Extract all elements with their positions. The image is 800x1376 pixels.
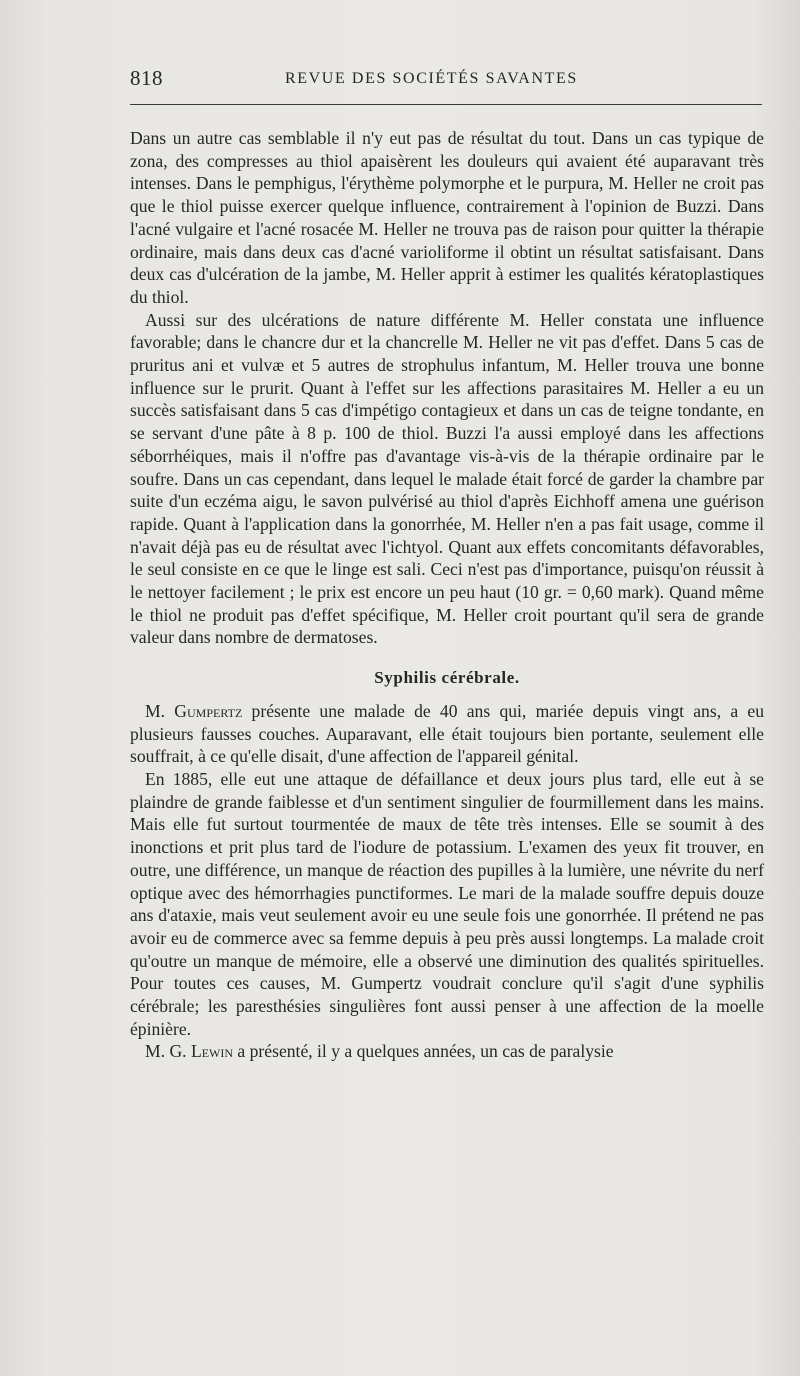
- page-header: [130, 66, 762, 96]
- author-name-gumpertz: Gumpertz: [174, 700, 243, 721]
- section-heading: Syphilis cérébrale.: [374, 668, 520, 688]
- paragraph-gumpertz: [130, 700, 764, 768]
- gumpertz-prefix: M.: [145, 700, 175, 721]
- paragraph-case-history: En 1885, elle eut une attaque de défaillance et deux jours plus tard, elle eut à se plaindre de grande faiblesse et d'un sentiment singulier de fourmillement dans les mains. Mais elle fut surtout tourmentée de maux de tête très intenses. Elle se soumit à des inonctions et prit plus tard de l'iodure de potassium. L'examen des yeux fit trouver, en outre, une différence, un manque de réaction des pupilles à la lumière, une névrite du nerf optique avec des hémorrhagies punctiformes. Le mari de la malade souffre depuis douze ans d'ataxie, mais veut seulement avoir eu une seule fois une gonorrhée. Il prétend ne pas avoir eu de commerce avec sa femme depuis à peu près aussi longtemps. La malade croit qu'outre un manque de mémoire, elle a observé une diminution des qualités spirituelles. Pour toutes ces causes, M. Gumpertz voudrait conclure qu'il s'agit d'une syphilis cérébrale; les paresthésies singulières font aussi penser à une affection de la moelle épinière.: [130, 768, 764, 1039]
- header-rule: [130, 104, 762, 105]
- running-title: REVUE DES SOCIÉTÉS SAVANTES: [285, 70, 578, 87]
- paragraph-heller-1: Dans un autre cas semblable il n'y eut pas de résultat du tout. Dans un cas typique de zona, des compresses au thiol apaisèrent les douleurs qui avaient été auparavant très intenses. Dans le pemphigus, l'érythème polymorphe et le purpura, M. Heller ne croit pas que le thiol puisse exercer quelque influence, contrairement à l'opinion de Buzzi. Dans l'acné vulgaire et l'acné rosacée M. Heller ne trouva pas de raison pour quitter la thérapie ordinaire, mais dans deux cas d'acné varioliforme il obtint un résultat satisfaisant. Dans deux cas d'ulcération de la jambe, M. Heller apprit à estimer les qualités kératoplastiques du thiol.: [130, 128, 764, 307]
- page-number: 818: [130, 66, 163, 90]
- body-text: [130, 127, 764, 1063]
- paragraph-heller-2: Aussi sur des ulcérations de nature différente M. Heller constata une influence favorable; dans le chancre dur et la chancrelle M. Heller ne vit pas d'effet. Dans 5 cas de pruritus ani et vulvæ et 5 autres de strophulus infantum, M. Heller trouva une bonne influence sur le prurit. Quant à l'effet sur les affections parasitaires M. Heller a eu un succès satisfaisant dans 5 cas d'impétigo contagieux et dans un cas de teigne tondante, en se servant d'une pâte à 8 p. 100 de thiol. Buzzi l'a aussi employé dans les affections séborrhéiques, mais il n'offre pas d'avantage vis-à-vis de la thérapie ordinaire par le soufre. Dans un cas cependant, dans lequel le malade était forcé de garder la chambre par suite d'un eczéma aigu, le savon pulvérisé au thiol d'après Eichhoff amena une guérison rapide. Quant à l'application dans la gonorrhée, M. Heller n'en a pas fait usage, comme il n'avait déjà pas eu de résultat avec l'ichtyol. Quant aux effets concomitants défavorables, le seul consiste en ce que le linge est sali. Ceci n'est pas d'importance, puisqu'on réussit à le nettoyer facilement ; le prix est encore un peu haut (10 gr. = 0,60 mark). Quand même le thiol ne produit pas d'effet spécifique, M. Heller croit pourtant qu'il sera de grande valeur dans nombre de dermatoses.: [130, 309, 764, 648]
- lewin-text: a présenté, il y a quelques années, un cas de paralysie: [233, 1041, 614, 1062]
- paragraph-lewin: [130, 1040, 764, 1063]
- lewin-prefix: M. G.: [145, 1041, 191, 1062]
- gumpertz-text: présente une malade de 40 ans qui, mariée depuis vingt ans, a eu plusieurs fausses couches. Auparavant, elle était toujours bien portante, seulement elle souffrait, à ce qu'elle disait, d'une affection de l'appareil génital.: [130, 700, 764, 767]
- author-name-lewin: Lewin: [190, 1041, 234, 1062]
